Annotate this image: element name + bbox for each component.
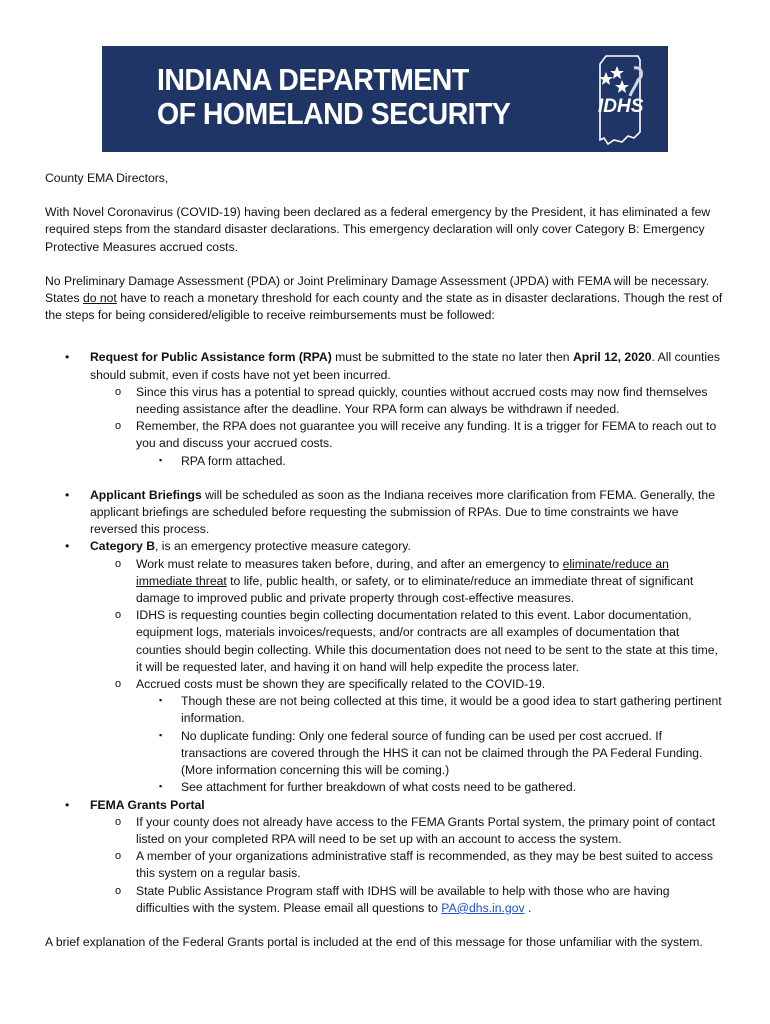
bullet-marker: • bbox=[65, 350, 70, 365]
list-item-rpa: • Request for Public Assistance form (RPA) must be submitted to the state no later then April 12, 2020. All counties should submit, even if costs have not yet been incurred. bbox=[65, 350, 720, 382]
star-icon bbox=[599, 72, 613, 85]
list-subsubitem: ▪ Though these are not being collected at this time, it would be a good idea to start gathering pertinent information. bbox=[159, 694, 722, 726]
star-icon bbox=[615, 80, 629, 93]
intro-paragraph: With Novel Coronavirus (COVID-19) having been declared as a federal emergency by the President, it has eliminated a few required steps from the standard disaster declarations. This emergency declaration will only cover Category B: Emergency Protective Measures accrued costs. bbox=[45, 205, 711, 254]
agency-title-line2: OF HOMELAND SECURITY bbox=[157, 96, 511, 131]
idhs-indiana-logo bbox=[592, 50, 662, 148]
salutation: County EMA Directors, bbox=[45, 171, 169, 185]
list-item-category-b: • Category B, is an emergency protective measure category. bbox=[65, 539, 411, 554]
agency-title-line1: INDIANA DEPARTMENT bbox=[157, 62, 469, 97]
list-subsubitem: ▪ No duplicate funding: Only one federal source of funding can be used per cost accrued. If transactions are covered through the HHS it can not be claimed through the PA Federal Funding. (More information concerning this will be coming.) bbox=[159, 728, 703, 778]
email-link[interactable]: PA@dhs.in.gov bbox=[441, 900, 525, 915]
list-subitem: o If your county does not already have access to the FEMA Grants Portal system, the primary point of contact listed on your completed RPA will need to be set up with an account to access the system. bbox=[115, 814, 716, 846]
list-subitem: o Accrued costs must be shown they are specifically related to the COVID-19. bbox=[115, 677, 546, 692]
list-subsubitem: ▪ RPA form attached. bbox=[159, 453, 286, 468]
list-subitem: o IDHS is requesting counties begin collecting documentation related to this event. Labor documentation, equipment logs, materials invoices/requests, and/or contracts are all examples of documentation that counties should begin collecting. While this documentation does not need to be sent to the state at this time, it will be requested later, and having it on hand will help expedite the process later. bbox=[115, 608, 718, 674]
pda-paragraph: No Preliminary Damage Assessment (PDA) or Joint Preliminary Damage Assessment (JPDA) with FEMA will be necessary. States do not have to reach a monetary threshold for each county and the state as in disaster declarations. Though the rest of the steps for being considered/eligible to receive reimbursements must be followed: bbox=[45, 273, 723, 323]
closing-paragraph: A brief explanation of the Federal Grants portal is included at the end of this message for those unfamiliar with the system. bbox=[45, 934, 703, 949]
list-subitem: o State Public Assistance Program staff with IDHS will be available to help with those who are having difficulties with the system. Please email all questions to PA@dhs.in.gov . bbox=[115, 883, 670, 915]
list-item-fema-grants-portal: • FEMA Grants Portal bbox=[65, 797, 205, 812]
header-banner bbox=[102, 46, 668, 152]
list-subitem: o A member of your organizations administrative staff is recommended, as they may be best suited to access this system on a regular basis. bbox=[115, 849, 713, 881]
list-subitem: o Since this virus has a potential to spread quickly, counties without accrued costs may now find themselves needing assistance after the deadline. Your RPA form can always be withdrawn if needed. bbox=[115, 384, 708, 417]
list-subsubitem: ▪ See attachment for further breakdown of what costs need to be gathered. bbox=[159, 780, 576, 795]
logo-text: IDHS bbox=[598, 96, 644, 117]
list-subitem: o Work must relate to measures taken before, during, and after an emergency to eliminate/reduce an immediate threat to life, public health, or safety, or to eliminate/reduce an immediate threat of significant damage to improved public and private property through cost-effective measures. bbox=[115, 556, 694, 606]
agency-title bbox=[157, 63, 510, 131]
list-item-applicant-briefings: • Applicant Briefings will be scheduled as soon as the Indiana receives more clarification from FEMA. Generally, the applicant briefings are scheduled before requesting the submission of RPAs. Due to time constraints we have reversed this process. bbox=[65, 487, 715, 537]
letter-body bbox=[45, 170, 725, 951]
list-subitem: o Remember, the RPA does not guarantee you will receive any funding. It is a trigger for FEMA to reach out to you and discuss your accrued costs. bbox=[115, 419, 717, 451]
